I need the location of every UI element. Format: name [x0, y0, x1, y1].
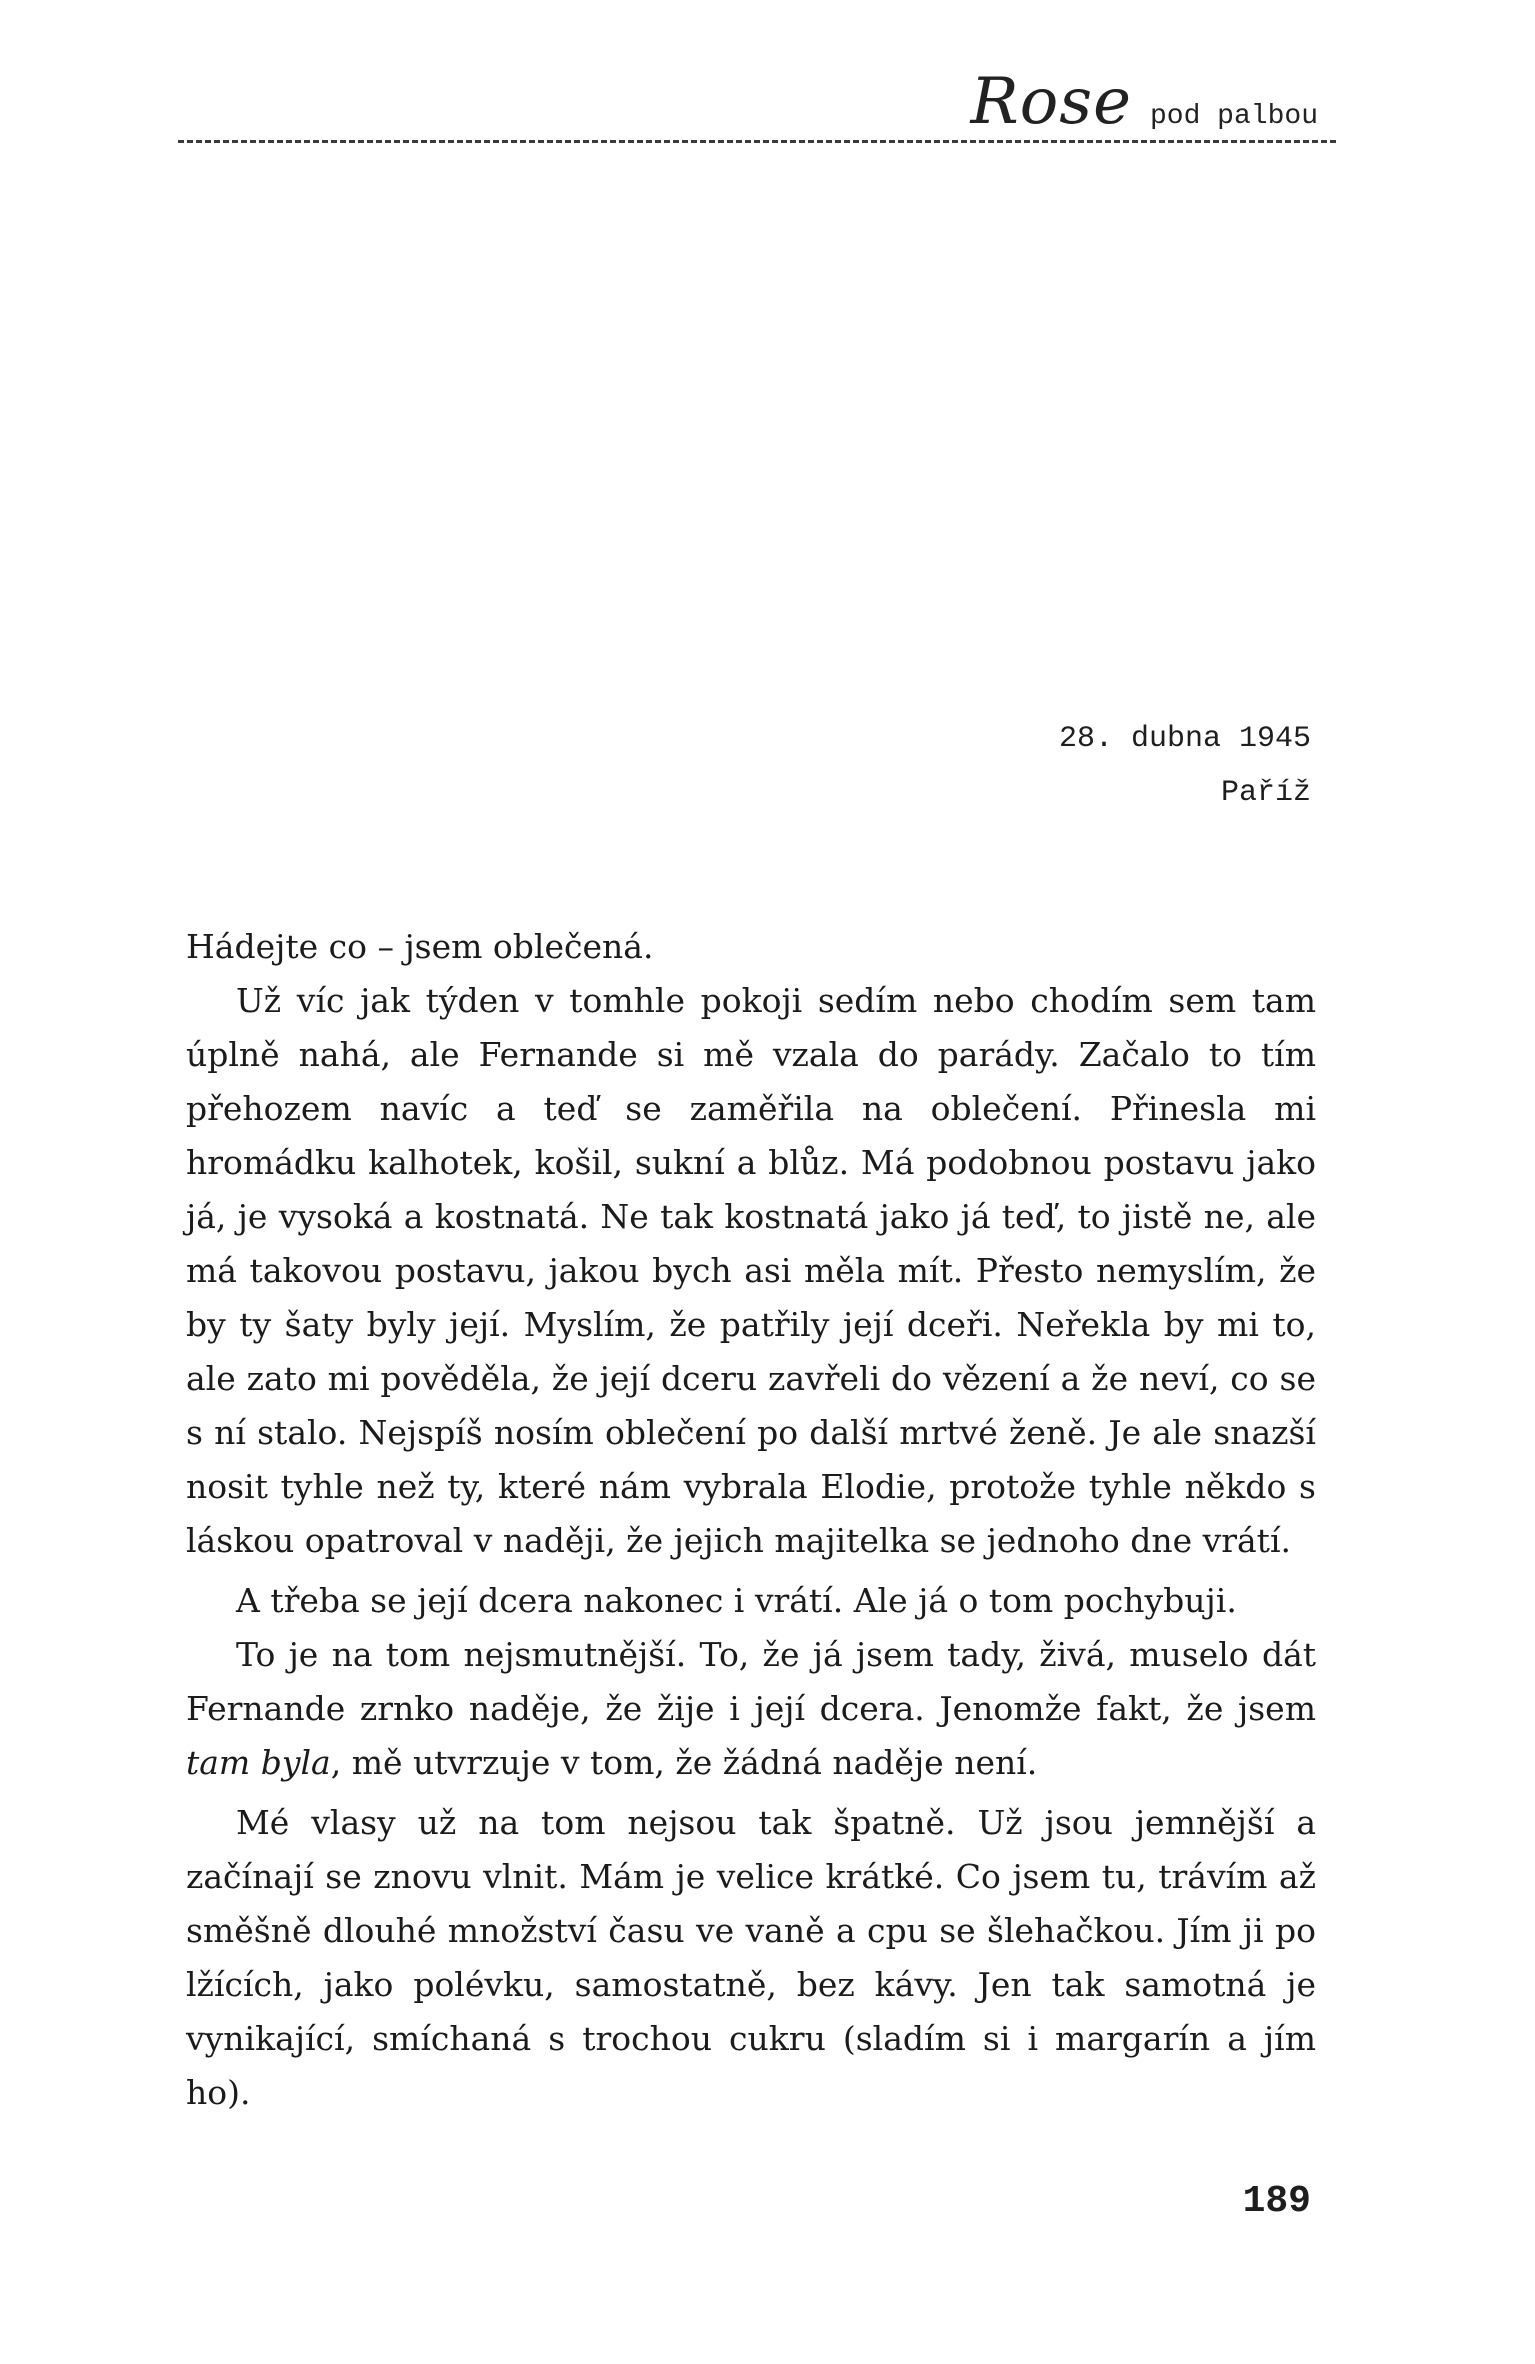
header-title	[965, 65, 1318, 139]
paragraph-text: , mě utvrzuje v tom, že žádná naděje není.	[330, 1743, 1038, 1782]
page-number: 189	[1242, 2180, 1311, 2223]
entry-date: 28. dubna 1945	[1058, 722, 1311, 756]
paragraph: Hádejte co – jsem oblečená.	[186, 927, 654, 966]
paragraph: Už víc jak týden v tomhle pokoji sedím nebo chodím sem tam úplně nahá, ale Fernande si mě vzala do parády. Začalo to tím přehozem navíc a teď se zaměřila na oblečení. Přinesla mi hromádku kalhotek, košil, sukní a blůz. Má podobnou postavu jako já, je vysoká a kostnatá. Ne tak kostnatá jako já teď, to jistě ne, ale má takovou postavu, jakou bych asi měla mít. Přesto nemyslím, že by ty šaty byly její. Myslím, že patřily její dceři. Neřekla by mi to, ale zato mi pověděla, že její dceru zavřeli do vězení a že neví, co se s ní stalo. Nejspíš nosím oblečení po další mrtvé ženě. Je ale snazší nosit tyhle než ty, které nám vybrala Elodie, protože tyhle někdo s láskou opatroval v naději, že jejich majitelka se jednoho dne vrátí.	[186, 981, 1316, 1560]
body-text	[186, 920, 1316, 2120]
entry-dateline	[1059, 712, 1311, 820]
header-dashed-rule	[178, 140, 1336, 143]
header-title-rest: pod palbou	[1149, 101, 1318, 132]
emphasis-text: tam byla	[186, 1743, 331, 1782]
running-header	[178, 65, 1336, 150]
entry-place: Paříž	[1220, 776, 1311, 810]
header-title-script: Rose	[970, 65, 1132, 139]
paragraph-with-emphasis	[186, 1628, 1316, 1790]
paragraph: A třeba se její dcera nakonec i vrátí. Ale já o tom pochybuji.	[236, 1581, 1237, 1620]
paragraph-text: To je na tom nejsmutnější. To, že já jsem tady, živá, muselo dát Fernande zrnko naděje, že žije i její dcera. Jenomže fakt, že jsem	[186, 1635, 1316, 1728]
paragraph: Mé vlasy už na tom nejsou tak špatně. Už jsou jemnější a začínají se znovu vlnit. Mám je velice krátké. Co jsem tu, trávím až směšně dlouhé množství času ve vaně a cpu se šlehačkou. Jím ji po lžících, jako polévku, samostatně, bez kávy. Jen tak samotná je vynikající, smíchaná s trochou cukru (sladím si i margarín a jím ho).	[186, 1803, 1316, 2112]
